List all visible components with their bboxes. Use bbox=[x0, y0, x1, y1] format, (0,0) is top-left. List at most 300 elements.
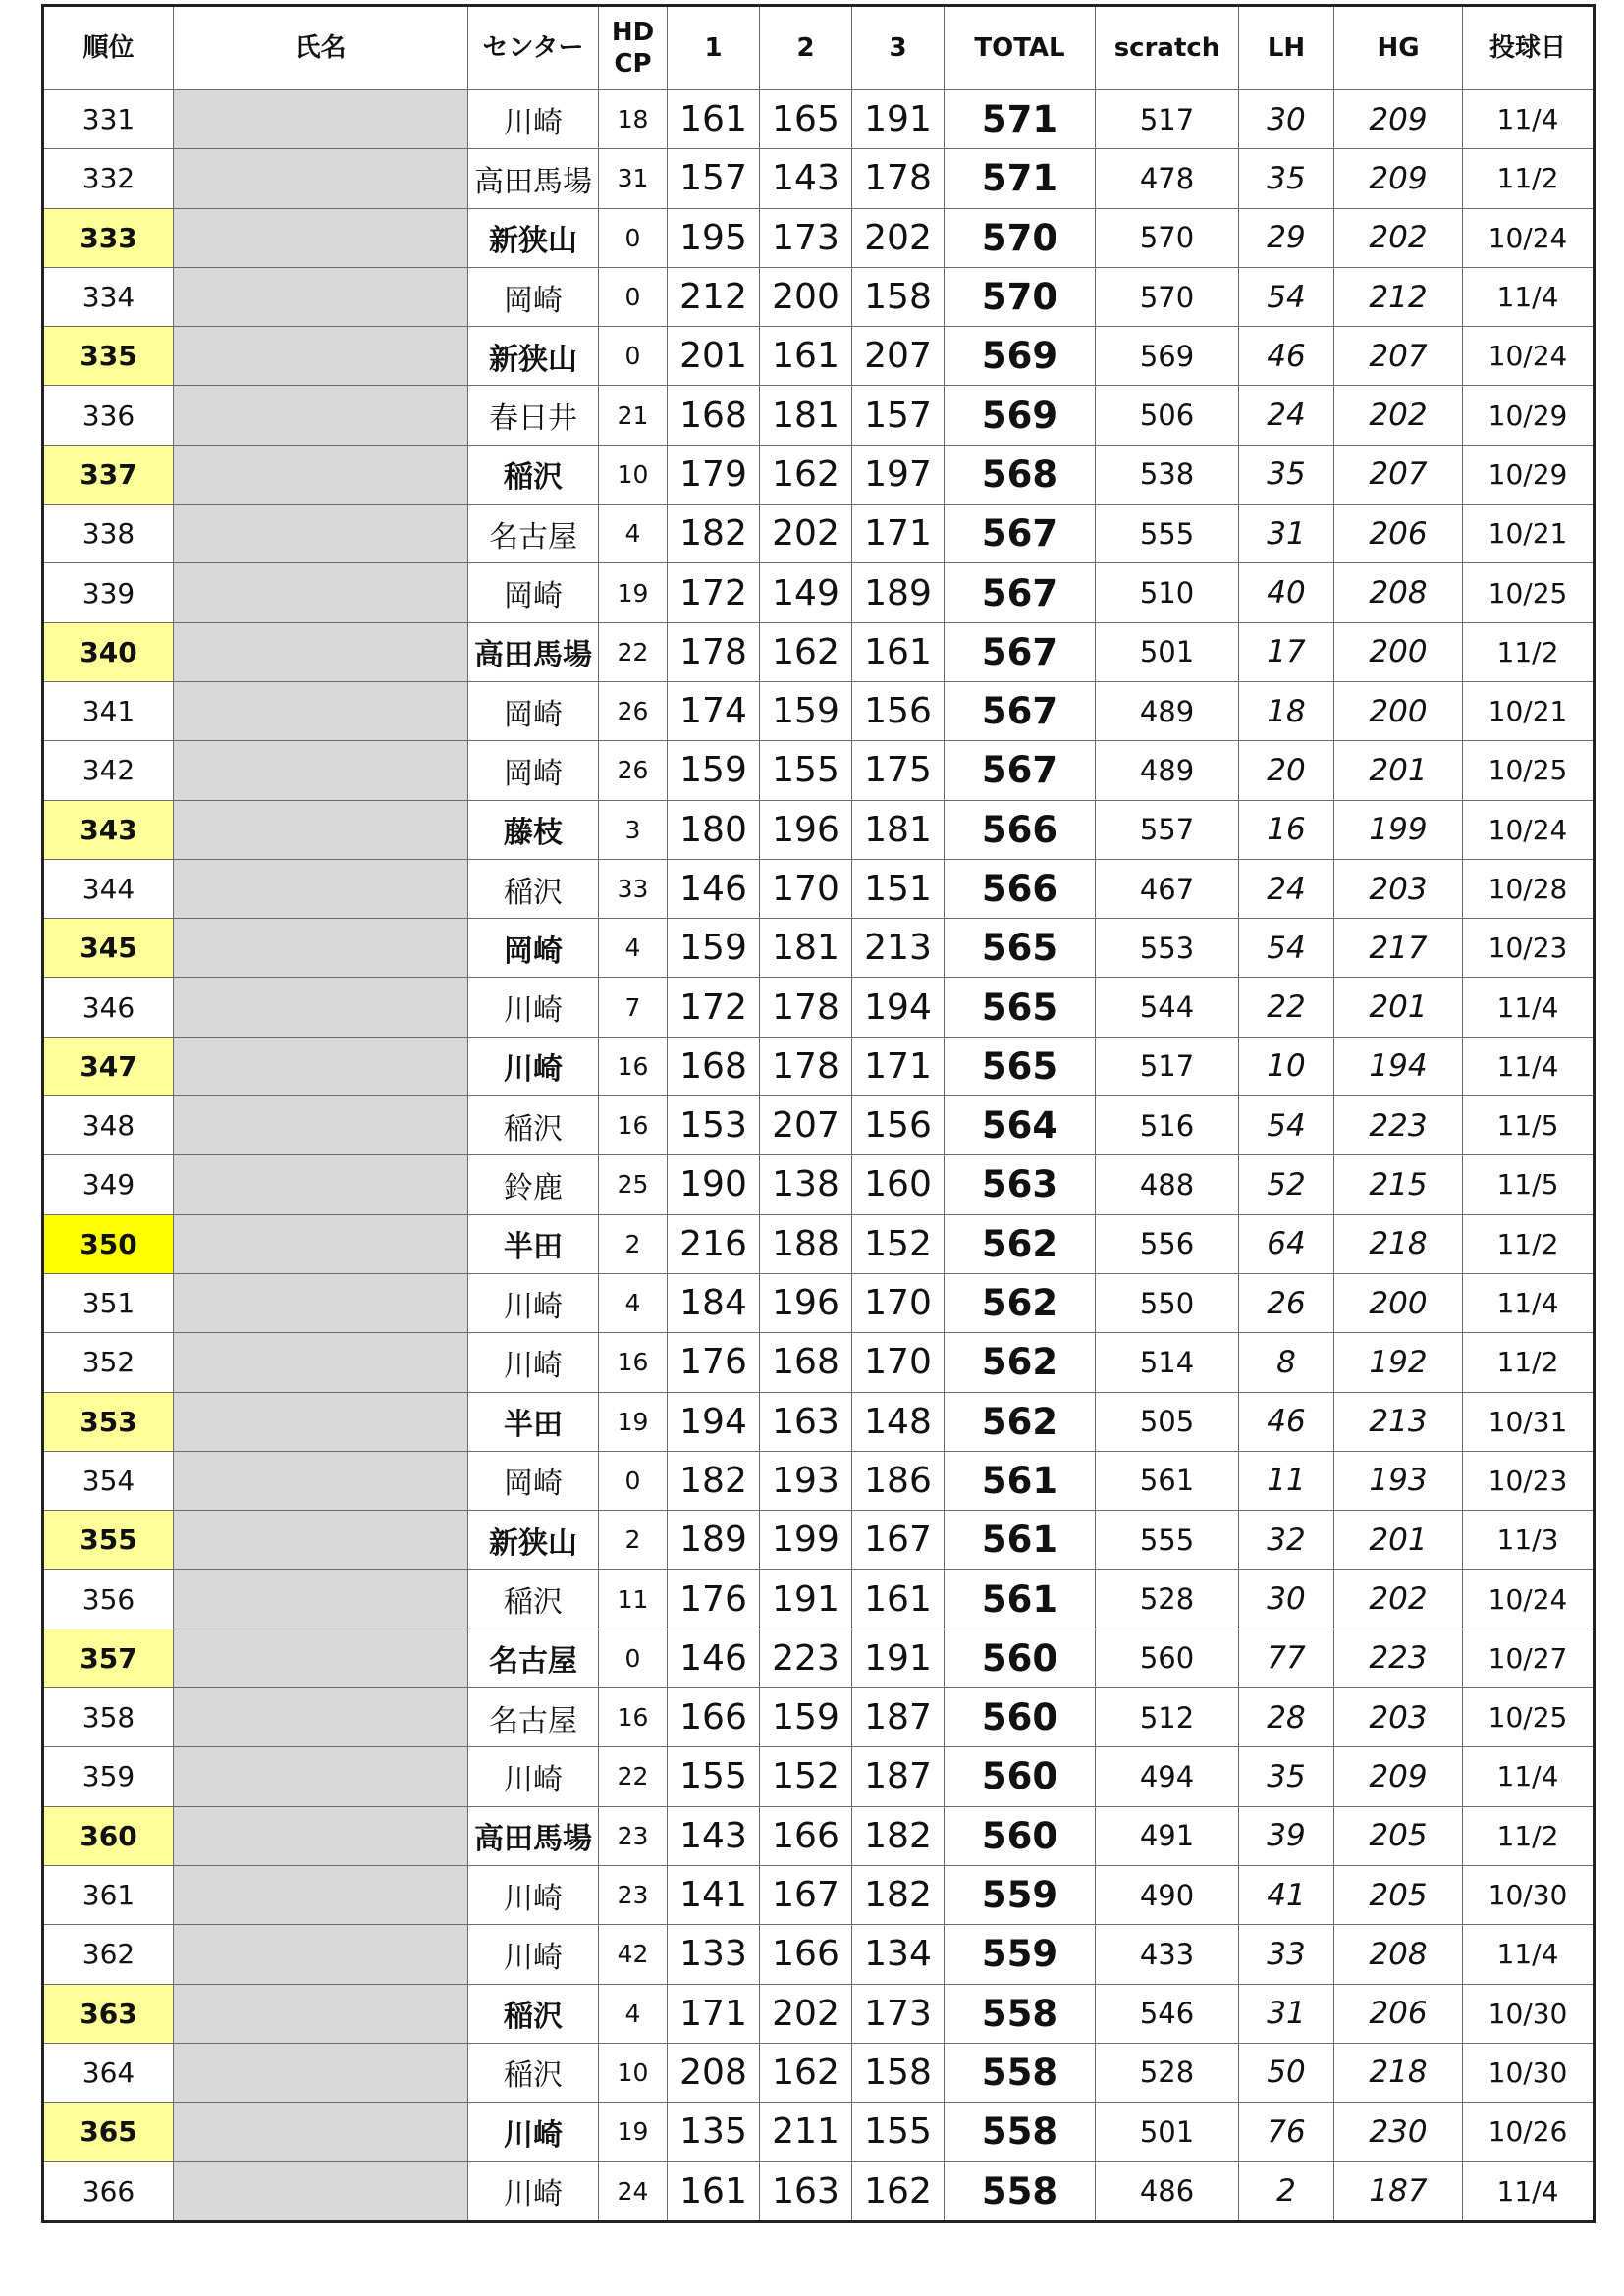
game-2-cell: 166 bbox=[760, 1806, 852, 1865]
rank-cell: 354 bbox=[43, 1451, 174, 1510]
game-2-cell: 167 bbox=[760, 1865, 852, 1924]
lh-cell: 30 bbox=[1239, 90, 1334, 149]
hg-cell: 209 bbox=[1334, 90, 1463, 149]
total-cell: 562 bbox=[945, 1333, 1096, 1392]
scratch-cell: 556 bbox=[1096, 1214, 1239, 1273]
lh-cell: 10 bbox=[1239, 1037, 1334, 1095]
lh-cell: 11 bbox=[1239, 1451, 1334, 1510]
name-cell bbox=[174, 978, 468, 1037]
lh-cell: 33 bbox=[1239, 1925, 1334, 1984]
game-3-cell: 171 bbox=[852, 505, 945, 563]
game-2-cell: 162 bbox=[760, 622, 852, 681]
game-3-cell: 191 bbox=[852, 90, 945, 149]
hg-cell: 218 bbox=[1334, 1214, 1463, 1273]
table-row bbox=[43, 1806, 1595, 1865]
game-1-cell: 159 bbox=[668, 741, 760, 800]
center-cell: 高田馬場 bbox=[468, 622, 599, 681]
hg-cell: 213 bbox=[1334, 1392, 1463, 1451]
game-2-cell: 223 bbox=[760, 1629, 852, 1687]
header-game-1: 1 bbox=[668, 6, 760, 90]
scratch-cell: 553 bbox=[1096, 919, 1239, 978]
rank-cell: 352 bbox=[43, 1333, 174, 1392]
center-cell: 川崎 bbox=[468, 1273, 599, 1332]
rank-cell: 334 bbox=[43, 267, 174, 326]
lh-cell: 30 bbox=[1239, 1570, 1334, 1629]
scratch-cell: 491 bbox=[1096, 1806, 1239, 1865]
scratch-cell: 486 bbox=[1096, 2162, 1239, 2221]
hg-cell: 223 bbox=[1334, 1629, 1463, 1687]
date-cell: 10/30 bbox=[1463, 1984, 1595, 2043]
rank-cell: 335 bbox=[43, 327, 174, 386]
center-cell: 川崎 bbox=[468, 2103, 599, 2162]
scratch-cell: 561 bbox=[1096, 1451, 1239, 1510]
game-1-cell: 133 bbox=[668, 1925, 760, 1984]
game-2-cell: 159 bbox=[760, 1688, 852, 1747]
table-body bbox=[43, 90, 1595, 2222]
total-cell: 560 bbox=[945, 1806, 1096, 1865]
game-3-cell: 189 bbox=[852, 563, 945, 622]
total-cell: 571 bbox=[945, 149, 1096, 208]
name-cell bbox=[174, 1333, 468, 1392]
table-row bbox=[43, 208, 1595, 267]
rank-cell: 341 bbox=[43, 681, 174, 740]
game-2-cell: 181 bbox=[760, 919, 852, 978]
rank-cell: 361 bbox=[43, 1865, 174, 1924]
date-cell: 10/28 bbox=[1463, 859, 1595, 918]
hg-cell: 215 bbox=[1334, 1155, 1463, 1214]
game-1-cell: 182 bbox=[668, 505, 760, 563]
game-3-cell: 178 bbox=[852, 149, 945, 208]
date-cell: 10/25 bbox=[1463, 741, 1595, 800]
game-2-cell: 152 bbox=[760, 1747, 852, 1806]
header-row bbox=[43, 6, 1595, 90]
date-cell: 10/24 bbox=[1463, 1570, 1595, 1629]
total-cell: 561 bbox=[945, 1451, 1096, 1510]
game-2-cell: 165 bbox=[760, 90, 852, 149]
lh-cell: 35 bbox=[1239, 1747, 1334, 1806]
table-row bbox=[43, 2043, 1595, 2102]
game-1-cell: 146 bbox=[668, 1629, 760, 1687]
rank-cell: 350 bbox=[43, 1214, 174, 1273]
total-cell: 565 bbox=[945, 919, 1096, 978]
lh-cell: 16 bbox=[1239, 800, 1334, 859]
hdcp-cell: 0 bbox=[599, 1629, 668, 1687]
lh-cell: 24 bbox=[1239, 386, 1334, 445]
total-cell: 560 bbox=[945, 1688, 1096, 1747]
game-2-cell: 168 bbox=[760, 1333, 852, 1392]
table-row bbox=[43, 622, 1595, 681]
rank-cell: 340 bbox=[43, 622, 174, 681]
game-3-cell: 187 bbox=[852, 1747, 945, 1806]
header-rank: 順位 bbox=[43, 6, 174, 90]
table-row bbox=[43, 149, 1595, 208]
total-cell: 566 bbox=[945, 800, 1096, 859]
total-cell: 567 bbox=[945, 622, 1096, 681]
name-cell bbox=[174, 1925, 468, 1984]
table-row bbox=[43, 681, 1595, 740]
game-2-cell: 166 bbox=[760, 1925, 852, 1984]
game-2-cell: 178 bbox=[760, 978, 852, 1037]
hg-cell: 200 bbox=[1334, 1273, 1463, 1332]
hdcp-cell: 4 bbox=[599, 1273, 668, 1332]
rank-cell: 355 bbox=[43, 1511, 174, 1570]
hdcp-cell: 25 bbox=[599, 1155, 668, 1214]
name-cell bbox=[174, 1155, 468, 1214]
game-1-cell: 135 bbox=[668, 2103, 760, 2162]
total-cell: 571 bbox=[945, 90, 1096, 149]
lh-cell: 35 bbox=[1239, 149, 1334, 208]
hdcp-cell: 23 bbox=[599, 1865, 668, 1924]
name-cell bbox=[174, 622, 468, 681]
name-cell bbox=[174, 1096, 468, 1155]
center-cell: 稲沢 bbox=[468, 1984, 599, 2043]
total-cell: 567 bbox=[945, 681, 1096, 740]
name-cell bbox=[174, 741, 468, 800]
name-cell bbox=[174, 208, 468, 267]
hdcp-cell: 42 bbox=[599, 1925, 668, 1984]
total-cell: 570 bbox=[945, 267, 1096, 326]
hdcp-cell: 10 bbox=[599, 2043, 668, 2102]
date-cell: 10/26 bbox=[1463, 2103, 1595, 2162]
name-cell bbox=[174, 1451, 468, 1510]
name-cell bbox=[174, 267, 468, 326]
total-cell: 565 bbox=[945, 978, 1096, 1037]
total-cell: 561 bbox=[945, 1511, 1096, 1570]
lh-cell: 2 bbox=[1239, 2162, 1334, 2221]
rank-cell: 353 bbox=[43, 1392, 174, 1451]
game-1-cell: 190 bbox=[668, 1155, 760, 1214]
total-cell: 570 bbox=[945, 208, 1096, 267]
hg-cell: 209 bbox=[1334, 1747, 1463, 1806]
header-lh: LH bbox=[1239, 6, 1334, 90]
game-1-cell: 178 bbox=[668, 622, 760, 681]
lh-cell: 20 bbox=[1239, 741, 1334, 800]
center-cell: 鈴鹿 bbox=[468, 1155, 599, 1214]
date-cell: 11/4 bbox=[1463, 2162, 1595, 2221]
game-3-cell: 191 bbox=[852, 1629, 945, 1687]
table-row bbox=[43, 445, 1595, 504]
hg-cell: 203 bbox=[1334, 1688, 1463, 1747]
game-2-cell: 211 bbox=[760, 2103, 852, 2162]
game-2-cell: 196 bbox=[760, 1273, 852, 1332]
header-hdcp-top: HD bbox=[611, 17, 655, 47]
rank-cell: 366 bbox=[43, 2162, 174, 2221]
hdcp-cell: 26 bbox=[599, 681, 668, 740]
date-cell: 11/4 bbox=[1463, 1925, 1595, 1984]
date-cell: 11/2 bbox=[1463, 1333, 1595, 1392]
lh-cell: 28 bbox=[1239, 1688, 1334, 1747]
game-3-cell: 158 bbox=[852, 2043, 945, 2102]
game-3-cell: 156 bbox=[852, 681, 945, 740]
hg-cell: 203 bbox=[1334, 859, 1463, 918]
name-cell bbox=[174, 1511, 468, 1570]
hdcp-cell: 2 bbox=[599, 1214, 668, 1273]
name-cell bbox=[174, 90, 468, 149]
game-3-cell: 202 bbox=[852, 208, 945, 267]
hdcp-cell: 7 bbox=[599, 978, 668, 1037]
header-date: 投球日 bbox=[1463, 6, 1595, 90]
hdcp-cell: 0 bbox=[599, 267, 668, 326]
rank-cell: 351 bbox=[43, 1273, 174, 1332]
center-cell: 新狭山 bbox=[468, 208, 599, 267]
game-1-cell: 157 bbox=[668, 149, 760, 208]
scratch-cell: 516 bbox=[1096, 1096, 1239, 1155]
game-1-cell: 159 bbox=[668, 919, 760, 978]
lh-cell: 76 bbox=[1239, 2103, 1334, 2162]
hg-cell: 193 bbox=[1334, 1451, 1463, 1510]
date-cell: 11/5 bbox=[1463, 1096, 1595, 1155]
scratch-cell: 555 bbox=[1096, 505, 1239, 563]
rank-cell: 333 bbox=[43, 208, 174, 267]
table-row bbox=[43, 1214, 1595, 1273]
hdcp-cell: 0 bbox=[599, 208, 668, 267]
table-row bbox=[43, 1865, 1595, 1924]
rank-cell: 344 bbox=[43, 859, 174, 918]
date-cell: 11/4 bbox=[1463, 1747, 1595, 1806]
rank-cell: 356 bbox=[43, 1570, 174, 1629]
date-cell: 10/24 bbox=[1463, 800, 1595, 859]
table-row bbox=[43, 327, 1595, 386]
lh-cell: 64 bbox=[1239, 1214, 1334, 1273]
hg-cell: 187 bbox=[1334, 2162, 1463, 2221]
header-hg: HG bbox=[1334, 6, 1463, 90]
name-cell bbox=[174, 1747, 468, 1806]
lh-cell: 46 bbox=[1239, 1392, 1334, 1451]
hg-cell: 223 bbox=[1334, 1096, 1463, 1155]
date-cell: 10/27 bbox=[1463, 1629, 1595, 1687]
name-cell bbox=[174, 563, 468, 622]
scratch-cell: 557 bbox=[1096, 800, 1239, 859]
total-cell: 560 bbox=[945, 1629, 1096, 1687]
game-3-cell: 162 bbox=[852, 2162, 945, 2221]
table-row bbox=[43, 1096, 1595, 1155]
scratch-cell: 501 bbox=[1096, 2103, 1239, 2162]
game-3-cell: 157 bbox=[852, 386, 945, 445]
name-cell bbox=[174, 1037, 468, 1095]
center-cell: 稲沢 bbox=[468, 1096, 599, 1155]
total-cell: 558 bbox=[945, 2043, 1096, 2102]
rank-cell: 359 bbox=[43, 1747, 174, 1806]
game-1-cell: 168 bbox=[668, 1037, 760, 1095]
name-cell bbox=[174, 1984, 468, 2043]
date-cell: 11/4 bbox=[1463, 90, 1595, 149]
table-row bbox=[43, 563, 1595, 622]
table-row bbox=[43, 1333, 1595, 1392]
game-1-cell: 174 bbox=[668, 681, 760, 740]
name-cell bbox=[174, 1806, 468, 1865]
game-3-cell: 161 bbox=[852, 622, 945, 681]
game-2-cell: 163 bbox=[760, 2162, 852, 2221]
total-cell: 569 bbox=[945, 327, 1096, 386]
center-cell: 川崎 bbox=[468, 1333, 599, 1392]
game-2-cell: 162 bbox=[760, 2043, 852, 2102]
table-row bbox=[43, 1570, 1595, 1629]
game-1-cell: 161 bbox=[668, 2162, 760, 2221]
lh-cell: 52 bbox=[1239, 1155, 1334, 1214]
date-cell: 11/4 bbox=[1463, 1273, 1595, 1332]
hdcp-cell: 18 bbox=[599, 90, 668, 149]
total-cell: 564 bbox=[945, 1096, 1096, 1155]
game-1-cell: 161 bbox=[668, 90, 760, 149]
game-2-cell: 159 bbox=[760, 681, 852, 740]
center-cell: 高田馬場 bbox=[468, 149, 599, 208]
game-3-cell: 155 bbox=[852, 2103, 945, 2162]
rank-cell: 336 bbox=[43, 386, 174, 445]
total-cell: 562 bbox=[945, 1273, 1096, 1332]
rank-cell: 364 bbox=[43, 2043, 174, 2102]
date-cell: 10/30 bbox=[1463, 2043, 1595, 2102]
name-cell bbox=[174, 2103, 468, 2162]
lh-cell: 29 bbox=[1239, 208, 1334, 267]
center-cell: 藤枝 bbox=[468, 800, 599, 859]
center-cell: 岡崎 bbox=[468, 741, 599, 800]
game-2-cell: 207 bbox=[760, 1096, 852, 1155]
date-cell: 10/29 bbox=[1463, 386, 1595, 445]
total-cell: 569 bbox=[945, 386, 1096, 445]
center-cell: 川崎 bbox=[468, 1925, 599, 1984]
game-2-cell: 170 bbox=[760, 859, 852, 918]
name-cell bbox=[174, 681, 468, 740]
hdcp-cell: 11 bbox=[599, 1570, 668, 1629]
date-cell: 10/30 bbox=[1463, 1865, 1595, 1924]
table-row bbox=[43, 90, 1595, 149]
game-1-cell: 179 bbox=[668, 445, 760, 504]
scratch-cell: 501 bbox=[1096, 622, 1239, 681]
game-2-cell: 202 bbox=[760, 1984, 852, 2043]
lh-cell: 40 bbox=[1239, 563, 1334, 622]
scratch-cell: 467 bbox=[1096, 859, 1239, 918]
lh-cell: 24 bbox=[1239, 859, 1334, 918]
date-cell: 11/2 bbox=[1463, 149, 1595, 208]
center-cell: 川崎 bbox=[468, 978, 599, 1037]
game-2-cell: 163 bbox=[760, 1392, 852, 1451]
scratch-cell: 546 bbox=[1096, 1984, 1239, 2043]
name-cell bbox=[174, 445, 468, 504]
hg-cell: 194 bbox=[1334, 1037, 1463, 1095]
table-row bbox=[43, 2103, 1595, 2162]
hg-cell: 208 bbox=[1334, 1925, 1463, 1984]
hdcp-cell: 21 bbox=[599, 386, 668, 445]
game-2-cell: 199 bbox=[760, 1511, 852, 1570]
hdcp-cell: 26 bbox=[599, 741, 668, 800]
center-cell: 新狭山 bbox=[468, 1511, 599, 1570]
date-cell: 11/4 bbox=[1463, 267, 1595, 326]
hg-cell: 201 bbox=[1334, 1511, 1463, 1570]
table-row bbox=[43, 1037, 1595, 1095]
center-cell: 岡崎 bbox=[468, 267, 599, 326]
date-cell: 10/24 bbox=[1463, 208, 1595, 267]
scratch-cell: 517 bbox=[1096, 90, 1239, 149]
date-cell: 10/31 bbox=[1463, 1392, 1595, 1451]
game-3-cell: 186 bbox=[852, 1451, 945, 1510]
hdcp-cell: 2 bbox=[599, 1511, 668, 1570]
hg-cell: 205 bbox=[1334, 1806, 1463, 1865]
center-cell: 岡崎 bbox=[468, 919, 599, 978]
hg-cell: 200 bbox=[1334, 681, 1463, 740]
scratch-cell: 560 bbox=[1096, 1629, 1239, 1687]
table-row bbox=[43, 800, 1595, 859]
rank-cell: 331 bbox=[43, 90, 174, 149]
center-cell: 名古屋 bbox=[468, 1629, 599, 1687]
game-2-cell: 155 bbox=[760, 741, 852, 800]
scratch-cell: 510 bbox=[1096, 563, 1239, 622]
name-cell bbox=[174, 1688, 468, 1747]
center-cell: 新狭山 bbox=[468, 327, 599, 386]
name-cell bbox=[174, 1273, 468, 1332]
date-cell: 11/2 bbox=[1463, 1214, 1595, 1273]
date-cell: 11/4 bbox=[1463, 978, 1595, 1037]
game-1-cell: 143 bbox=[668, 1806, 760, 1865]
game-3-cell: 173 bbox=[852, 1984, 945, 2043]
name-cell bbox=[174, 327, 468, 386]
hdcp-cell: 22 bbox=[599, 622, 668, 681]
hg-cell: 201 bbox=[1334, 978, 1463, 1037]
table-row bbox=[43, 978, 1595, 1037]
header-scratch: scratch bbox=[1096, 6, 1239, 90]
game-1-cell: 212 bbox=[668, 267, 760, 326]
table-row bbox=[43, 2162, 1595, 2221]
date-cell: 10/23 bbox=[1463, 919, 1595, 978]
hg-cell: 230 bbox=[1334, 2103, 1463, 2162]
lh-cell: 8 bbox=[1239, 1333, 1334, 1392]
scratch-cell: 505 bbox=[1096, 1392, 1239, 1451]
date-cell: 10/21 bbox=[1463, 505, 1595, 563]
total-cell: 563 bbox=[945, 1155, 1096, 1214]
hg-cell: 208 bbox=[1334, 563, 1463, 622]
scratch-cell: 512 bbox=[1096, 1688, 1239, 1747]
center-cell: 稲沢 bbox=[468, 1570, 599, 1629]
game-2-cell: 188 bbox=[760, 1214, 852, 1273]
name-cell bbox=[174, 1865, 468, 1924]
hdcp-cell: 16 bbox=[599, 1688, 668, 1747]
game-3-cell: 194 bbox=[852, 978, 945, 1037]
hg-cell: 212 bbox=[1334, 267, 1463, 326]
scratch-cell: 433 bbox=[1096, 1925, 1239, 1984]
hdcp-cell: 16 bbox=[599, 1037, 668, 1095]
name-cell bbox=[174, 149, 468, 208]
scratch-cell: 570 bbox=[1096, 267, 1239, 326]
date-cell: 10/23 bbox=[1463, 1451, 1595, 1510]
game-3-cell: 175 bbox=[852, 741, 945, 800]
name-cell bbox=[174, 505, 468, 563]
hdcp-cell: 4 bbox=[599, 505, 668, 563]
date-cell: 10/24 bbox=[1463, 327, 1595, 386]
game-3-cell: 171 bbox=[852, 1037, 945, 1095]
total-cell: 567 bbox=[945, 505, 1096, 563]
total-cell: 562 bbox=[945, 1392, 1096, 1451]
game-3-cell: 213 bbox=[852, 919, 945, 978]
table-row bbox=[43, 919, 1595, 978]
table-row bbox=[43, 1629, 1595, 1687]
center-cell: 川崎 bbox=[468, 2162, 599, 2221]
game-3-cell: 134 bbox=[852, 1925, 945, 1984]
name-cell bbox=[174, 1392, 468, 1451]
hg-cell: 206 bbox=[1334, 1984, 1463, 2043]
date-cell: 10/21 bbox=[1463, 681, 1595, 740]
header-hdcp bbox=[599, 6, 668, 90]
rank-cell: 360 bbox=[43, 1806, 174, 1865]
table-row bbox=[43, 859, 1595, 918]
table-row bbox=[43, 1511, 1595, 1570]
rank-cell: 357 bbox=[43, 1629, 174, 1687]
game-1-cell: 153 bbox=[668, 1096, 760, 1155]
name-cell bbox=[174, 2162, 468, 2221]
total-cell: 558 bbox=[945, 1984, 1096, 2043]
lh-cell: 50 bbox=[1239, 2043, 1334, 2102]
lh-cell: 22 bbox=[1239, 978, 1334, 1037]
game-3-cell: 197 bbox=[852, 445, 945, 504]
hg-cell: 218 bbox=[1334, 2043, 1463, 2102]
